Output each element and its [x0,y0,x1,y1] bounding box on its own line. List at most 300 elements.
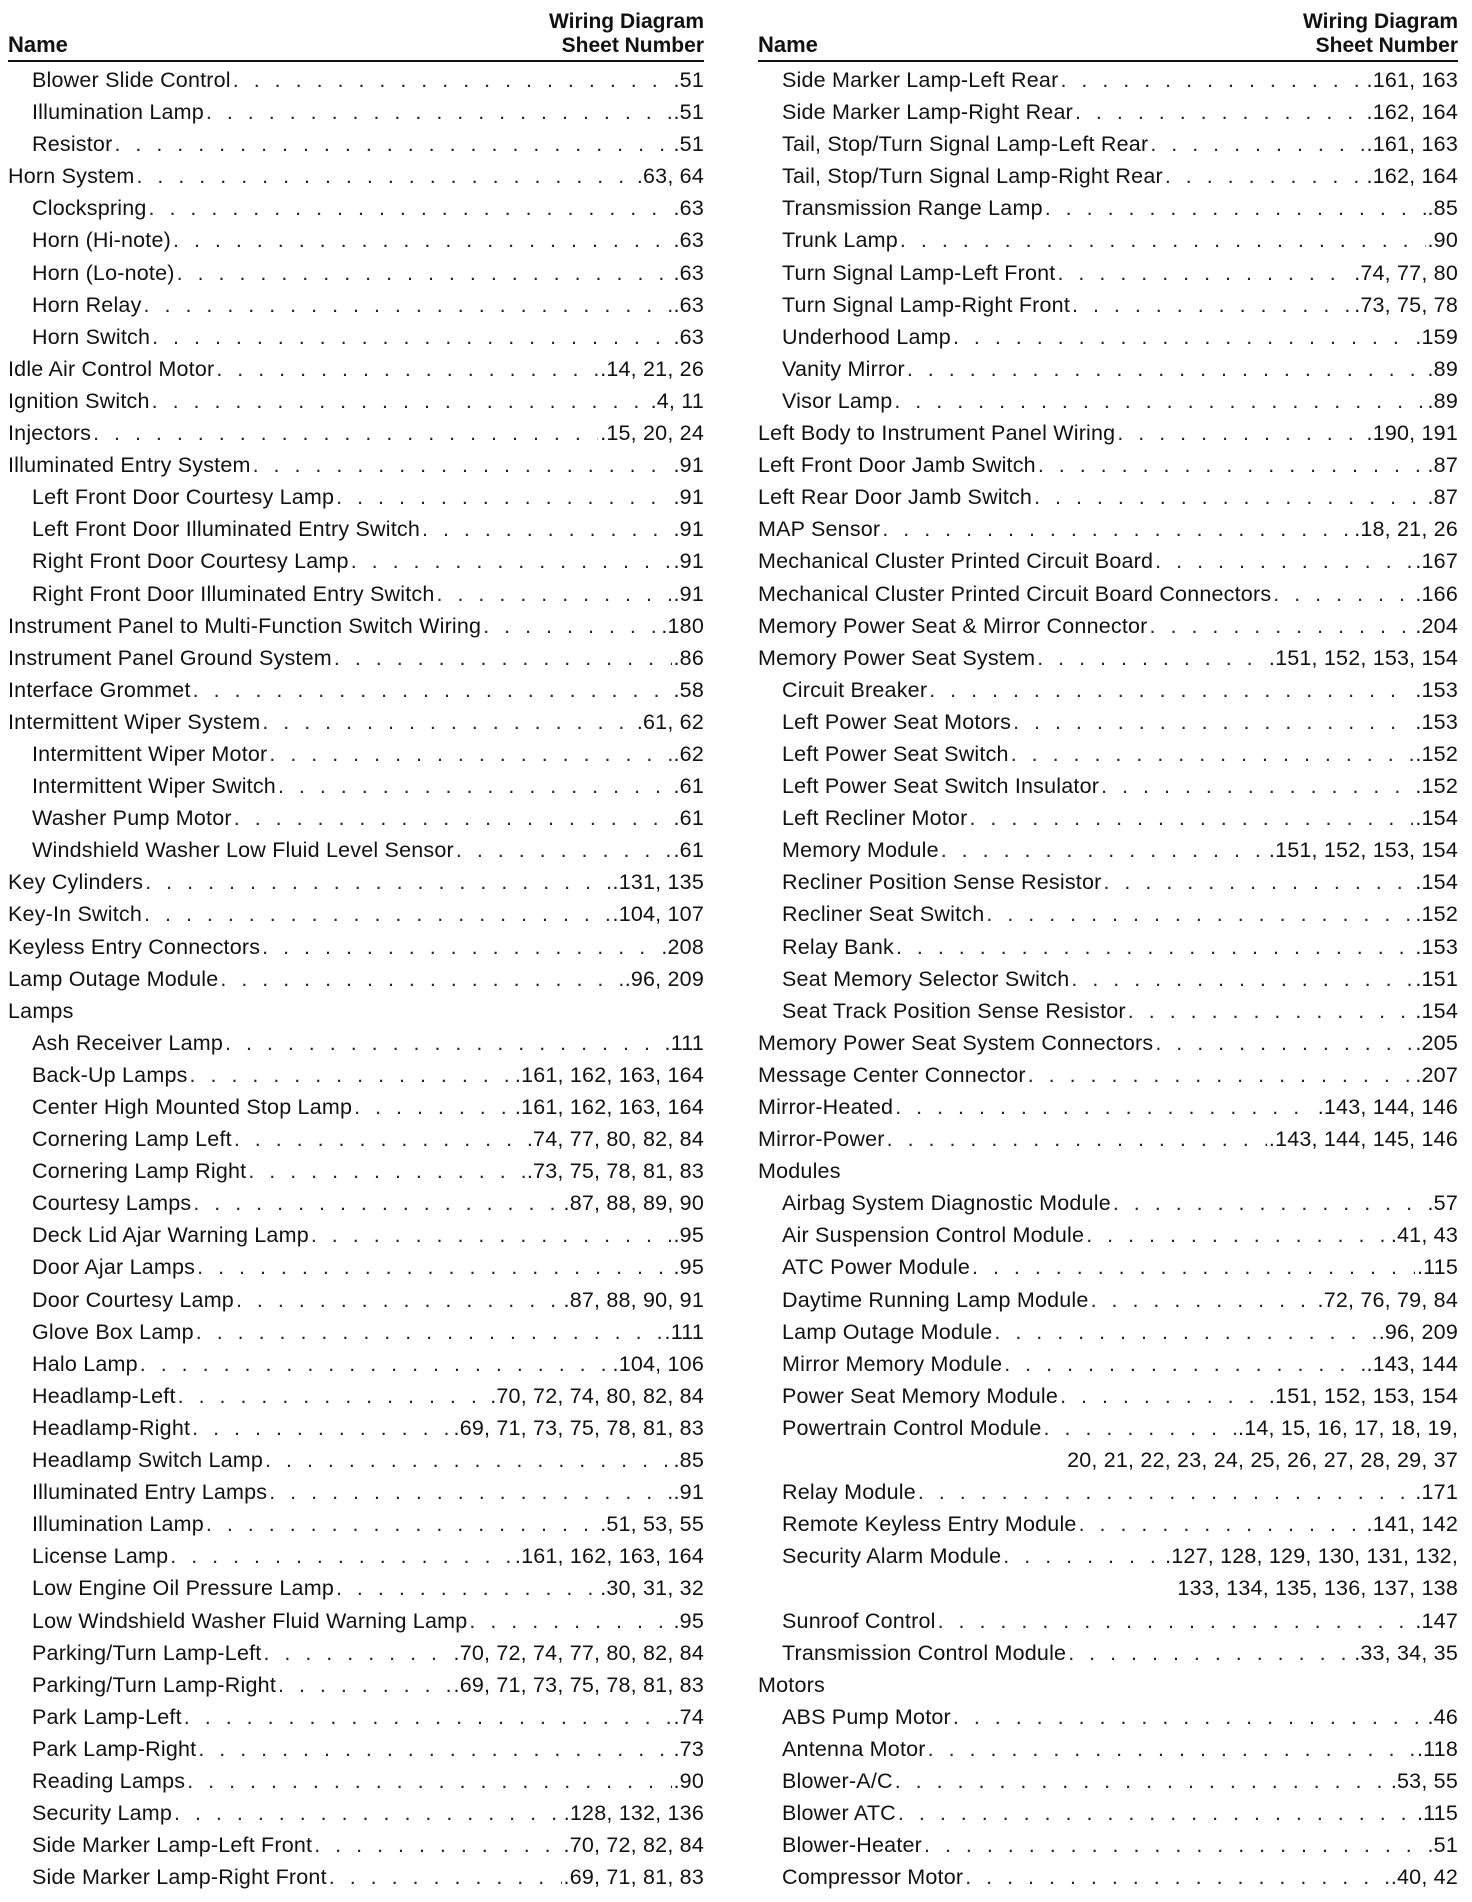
dot-leader [152,389,649,414]
sheet-numbers: .143, 144, 146 [1317,1095,1458,1119]
entry-name: Instrument Panel Ground System [8,645,332,670]
dot-leader [314,1833,561,1858]
sheet-numbers: .152 [1415,902,1458,927]
entry-name: Blower-A/C [782,1768,893,1793]
dot-leader [972,1255,1415,1280]
sheet-numbers: .51 [673,132,704,157]
dot-leader [882,517,1352,542]
entry-name: Power Seat Memory Module [782,1383,1059,1408]
index-entry-continuation [758,1576,1458,1608]
dot-leader [265,1448,671,1473]
index-entry [758,517,1458,549]
entry-name: Transmission Control Module [782,1640,1067,1665]
dot-leader [456,838,672,863]
index-entry [8,838,704,870]
dot-leader [1038,453,1426,478]
dot-leader [907,357,1426,382]
dot-leader [278,774,672,799]
entry-name: Transmission Range Lamp [782,196,1043,221]
entry-name: Cornering Lamp Left [32,1127,232,1152]
dot-leader [887,1127,1267,1152]
sheet-numbers: .91 [673,549,704,574]
index-entry [8,68,704,100]
sheet-numbers: .111 [664,1030,704,1055]
sheet-numbers: .58 [673,677,704,702]
entry-name: Side Marker Lamp-Left Rear [782,68,1059,92]
sheet-numbers: .74, 77, 80 [1354,260,1458,285]
entry-name: Headlamp-Left [32,1383,176,1408]
entry-name: Visor Lamp [782,388,893,413]
index-entry [758,196,1458,228]
dot-leader [1072,293,1352,318]
entry-name: Memory Power Seat & Mirror Connector [758,613,1148,638]
index-entry [758,1705,1458,1737]
dot-leader [1155,1031,1413,1056]
sheet-numbers: .152 [1415,741,1458,766]
entry-name: MAP Sensor [758,517,881,542]
index-entry [8,1416,704,1448]
entry-name: Courtesy Lamps [32,1191,192,1216]
sheet-numbers: .91 [673,453,704,478]
dot-leader [1034,485,1425,510]
dot-leader [234,806,672,831]
index-entry [8,1159,704,1191]
sheet-numbers: .127, 128, 129, 130, 131, 132, [1165,1544,1458,1569]
sheet-numbers: .95 [673,1608,704,1633]
entry-name: Left Rear Door Jamb Switch [758,485,1033,510]
index-entry [8,1031,704,1063]
dot-leader [149,196,672,221]
dot-leader [193,678,672,703]
sheet-numbers: .143, 144, 145, 146 [1268,1127,1458,1152]
dot-leader [248,1159,525,1184]
entry-name: Intermittent Wiper Motor [32,741,268,766]
section-heading [8,999,704,1031]
index-entry [8,774,704,806]
index-entry [8,164,704,196]
entry-name: Washer Pump Motor [32,806,232,831]
sheet-numbers: .153 [1415,934,1458,959]
index-entry [758,389,1458,421]
index-entry [758,357,1458,389]
dot-leader [953,325,1413,350]
dot-leader [177,261,672,286]
dot-leader [895,1769,1389,1794]
index-entry [758,132,1458,164]
dot-leader [894,389,1425,414]
sheet-numbers: .151 [1415,966,1458,991]
entry-name: Halo Lamp [32,1351,138,1376]
entry-name: Motors [758,1672,825,1697]
entry-name: Blower-Heater [782,1833,923,1858]
dot-leader [197,1255,671,1280]
entry-name: Illuminated Entry Lamps [32,1480,268,1505]
sheet-numbers: .40, 42 [1390,1865,1458,1890]
entry-name: Low Windshield Washer Fluid Warning Lamp [32,1608,468,1633]
sheet-numbers: .41, 43 [1390,1223,1458,1248]
sheet-numbers: .70, 72, 82, 84 [563,1833,704,1858]
entry-name: Airbag System Diagnostic Module [782,1191,1111,1216]
dot-leader [198,1737,671,1762]
index-entry [758,1063,1458,1095]
index-entry [8,1255,704,1287]
dot-leader [929,678,1413,703]
dot-leader [1037,646,1267,671]
sheet-numbers: .18, 21, 26 [1354,517,1458,542]
dot-leader [196,1320,663,1345]
entry-name: Memory Power Seat System Connectors [758,1030,1154,1055]
sheet-numbers: .69, 71, 73, 75, 78, 81, 83 [453,1415,704,1440]
column-header [8,8,704,62]
dot-leader [1004,1352,1364,1377]
entry-name: Keyless Entry Connectors [8,934,261,959]
entry-name: Recliner Seat Switch [782,902,985,927]
sheet-numbers: .74 [673,1704,704,1729]
dot-leader [1071,967,1413,992]
sheet-numbers: .91 [673,517,704,542]
dot-leader [278,1673,452,1698]
sheet-numbers: .161, 162, 163, 164 [514,1544,704,1569]
entry-name: Illuminated Entry System [8,453,251,478]
entry-name: Intermittent Wiper Switch [32,774,276,799]
dot-leader [336,485,671,510]
index-entry [758,1255,1458,1287]
right-column [758,8,1458,1897]
dot-leader [918,1480,1413,1505]
entry-name: Modules [758,1159,841,1184]
index-entry [758,1769,1458,1801]
sheet-numbers: .95 [673,1255,704,1280]
entry-name: Left Front Door Jamb Switch [758,453,1036,478]
entry-name: Back-Up Lamps [32,1062,188,1087]
index-entry [758,935,1458,967]
entry-name: ABS Pump Motor [782,1704,951,1729]
dot-leader [192,1416,451,1441]
dot-leader [1075,100,1365,125]
index-entry [8,935,704,967]
entry-name: Key Cylinders [8,870,144,895]
sheet-numbers: .171 [1415,1480,1458,1505]
dot-leader [262,710,635,735]
index-entry [8,453,704,485]
entry-name: Glove Box Lamp [32,1319,194,1344]
sheet-numbers: .89 [1427,356,1458,381]
entry-name: Left Front Door Courtesy Lamp [32,485,335,510]
dot-leader [938,1609,1414,1634]
sheet-numbers: .162, 164 [1366,164,1458,189]
sheet-numbers: .70, 72, 74, 80, 82, 84 [490,1383,704,1408]
dot-leader [216,357,598,382]
entry-name: Vanity Mirror [782,356,905,381]
index-entry [758,902,1458,934]
sheet-numbers: .162, 164 [1366,100,1458,125]
dot-leader [1117,421,1364,446]
index-entry [758,1737,1458,1769]
entry-name: Underhood Lamp [782,324,951,349]
sheet-numbers: .154 [1415,870,1458,895]
sheet-numbers: .85 [673,1448,704,1473]
sheet-numbers: .70, 72, 74, 77, 80, 82, 84 [453,1640,704,1665]
entry-name: Illumination Lamp [32,1512,204,1537]
entry-name: Side Marker Lamp-Right Front [32,1865,327,1890]
index-entry [8,549,704,581]
index-entry [758,1223,1458,1255]
index-entry [8,1833,704,1865]
entry-name: Injectors [8,421,92,446]
sheet-numbers: .14, 15, 16, 17, 18, 19, [1238,1415,1458,1440]
entry-name: Horn Switch [32,324,151,349]
sheet-numbers: .159 [1415,324,1458,349]
sheet-numbers: .208 [661,934,704,959]
dot-leader [144,293,672,318]
sheet-numbers: .90 [673,1768,704,1793]
left-entry-list [8,68,704,1897]
sheet-numbers: .63, 64 [636,164,704,189]
dot-leader [206,1512,598,1537]
index-entry [8,1576,704,1608]
index-entry [758,838,1458,870]
sheet-numbers: .57 [1427,1191,1458,1216]
dot-leader [953,1705,1426,1730]
dot-leader [184,1705,672,1730]
index-entry [8,1544,704,1576]
index-entry [8,1705,704,1737]
index-entry [8,1448,704,1480]
dot-leader [336,1576,598,1601]
sheet-numbers: .73, 75, 78, 81, 83 [526,1159,704,1184]
sheet-numbers: .190, 191 [1366,421,1458,446]
dot-leader [1045,196,1426,221]
dot-leader [140,1352,611,1377]
entry-name: Mirror-Heated [758,1095,894,1119]
dot-leader [144,902,610,927]
dot-leader [1155,549,1413,574]
entry-name: Horn (Lo-note) [32,260,175,285]
dot-leader [1011,742,1414,767]
index-entry [8,646,704,678]
sheet-numbers: .63 [673,260,704,285]
entry-name: Right Front Door Illuminated Entry Switch [32,581,435,606]
entry-name: Parking/Turn Lamp-Left [32,1640,262,1665]
dot-leader [269,1480,671,1505]
dot-leader [1028,1063,1414,1088]
dot-leader [1079,1512,1365,1537]
dot-leader [354,1095,513,1120]
index-entry [758,870,1458,902]
entry-name: Tail, Stop/Turn Signal Lamp-Left Rear [782,132,1149,157]
entry-name: Park Lamp-Right [32,1736,197,1761]
name-column-heading: Name [8,32,68,57]
sheet-numbers: .61 [673,838,704,863]
index-entry [758,1512,1458,1544]
index-entry [758,1833,1458,1865]
entry-name: Antenna Motor [782,1736,926,1761]
index-entry [8,1865,704,1897]
entry-name: Interface Grommet [8,677,191,702]
sheet-numbers: .33, 34, 35 [1354,1640,1458,1665]
index-entry [8,293,704,325]
entry-name: Lamp Outage Module [782,1319,993,1344]
sheet-numbers: .46 [1427,1704,1458,1729]
dot-leader [206,100,672,125]
index-entry [8,261,704,293]
index-entry [758,678,1458,710]
entry-name: Reading Lamps [32,1768,186,1793]
name-column-heading: Name [758,32,818,57]
entry-name: Side Marker Lamp-Right Rear [782,100,1073,125]
sheet-numbers: .87, 88, 89, 90 [563,1191,704,1216]
dot-leader [334,646,672,671]
entry-name: Illumination Lamp [32,100,204,125]
sheet-numbers: .69, 71, 81, 83 [563,1865,704,1890]
sheet-heading-line1: Wiring Diagram [549,10,704,33]
dot-leader [1128,999,1414,1024]
dot-leader [469,1609,671,1634]
entry-name: Sunroof Control [782,1608,936,1633]
entry-name: Key-In Switch [8,902,143,927]
index-entry [758,710,1458,742]
index-entry [8,1641,704,1673]
index-entry [758,774,1458,806]
sheet-numbers: .14, 21, 26 [600,356,704,381]
left-column [8,8,704,1897]
entry-name: Clockspring [32,196,147,221]
sheet-numbers: .86 [673,645,704,670]
sheet-heading-line1: Wiring Diagram [1303,10,1458,33]
sheet-numbers: .151, 152, 153, 154 [1268,645,1458,670]
entry-name: Lamps [8,998,74,1023]
sheet-numbers: .15, 20, 24 [600,421,704,446]
index-entry [8,1352,704,1384]
index-entry [8,1673,704,1705]
sheet-numbers: .91 [673,1480,704,1505]
entry-name: Left Power Seat Switch [782,741,1009,766]
sheet-numbers: .87, 88, 90, 91 [563,1287,704,1312]
dot-leader [1150,132,1364,157]
sheet-numbers: .61, 62 [636,709,704,734]
dot-leader [173,228,671,253]
dot-leader [193,1191,561,1216]
entry-name: Horn (Hi-note) [32,228,172,253]
dot-leader [136,164,634,189]
index-entry [758,164,1458,196]
sheet-numbers: .95 [673,1223,704,1248]
index-entry [8,1512,704,1544]
sheet-numbers: .53, 55 [1390,1768,1458,1793]
dot-leader [253,453,672,478]
dot-leader [233,68,672,93]
dot-leader [263,1641,451,1666]
sheet-numbers: .63 [673,292,704,317]
dot-leader [895,1095,1315,1120]
index-entry [758,1031,1458,1063]
index-entry [758,1641,1458,1673]
dot-leader [1101,774,1413,799]
sheet-numbers: .63 [673,324,704,349]
sheet-numbers: .63 [673,196,704,221]
dot-leader [1091,1288,1316,1313]
entry-name: Powertrain Control Module [782,1415,1042,1440]
index-entry [758,1609,1458,1641]
dot-leader [896,935,1413,960]
entry-name: Turn Signal Lamp-Left Front [782,260,1056,285]
sheet-numbers: .30, 31, 32 [600,1576,704,1601]
index-entry [758,967,1458,999]
entry-name: Left Power Seat Motors [782,709,1012,734]
index-entry [8,357,704,389]
sheet-numbers: .161, 163 [1366,132,1458,157]
sheet-numbers: .152 [1415,774,1458,799]
index-entry [8,870,704,902]
dot-leader [114,132,671,157]
column-header [758,8,1458,62]
dot-leader [190,1063,513,1088]
index-entry [758,68,1458,100]
sheet-numbers: .143, 144 [1366,1351,1458,1376]
index-entry [8,1288,704,1320]
index-entry [758,228,1458,260]
index-entry [8,1769,704,1801]
dot-leader [1273,582,1413,607]
sheet-numbers: .205 [1415,1030,1458,1055]
entry-name: Door Ajar Lamps [32,1255,196,1280]
dot-leader [234,1127,525,1152]
sheet-numbers: .51 [673,68,704,92]
sheet-numbers: .51 [673,100,704,125]
entry-name: Trunk Lamp [782,228,898,253]
section-heading [758,1673,1458,1705]
sheet-numbers: .207 [1415,1062,1458,1087]
sheet-numbers: .115 [1416,1255,1458,1280]
dot-leader [1060,68,1364,93]
sheet-numbers: .51, 53, 55 [600,1512,704,1537]
dot-leader [187,1769,671,1794]
entry-name: Mirror Memory Module [782,1351,1003,1376]
index-entry [758,999,1458,1031]
index-entry [8,1095,704,1127]
dot-leader [145,870,610,895]
sheet-heading-line2: Sheet Number [561,34,704,57]
sheet-numbers: .63 [673,228,704,253]
entry-name: Side Marker Lamp-Left Front [32,1833,313,1858]
dot-leader [174,1801,562,1826]
sheet-numbers: .118 [1416,1736,1458,1761]
sheet-numbers: .87 [1427,485,1458,510]
sheet-numbers: .73, 75, 78 [1354,292,1458,317]
dot-leader [311,1223,672,1248]
entry-name: Left Power Seat Switch Insulator [782,774,1100,799]
entry-name: Relay Module [782,1480,916,1505]
sheet-numbers: .161, 162, 163, 164 [514,1095,704,1119]
sheet-numbers: 133, 134, 135, 136, 137, 138 [1177,1576,1458,1601]
sheet-numbers: .4, 11 [650,388,704,413]
dot-leader [170,1544,513,1569]
sheet-numbers: .167 [1415,549,1458,574]
index-entry [8,967,704,999]
index-entry [758,742,1458,774]
entry-name: Left Body to Instrument Panel Wiring [758,421,1116,446]
entry-name: Remote Keyless Entry Module [782,1512,1077,1537]
dot-leader [236,1288,562,1313]
right-entry-list [758,68,1458,1897]
entry-name: Headlamp Switch Lamp [32,1448,264,1473]
dot-leader [1013,710,1413,735]
dot-leader [178,1384,489,1409]
entry-name: Tail, Stop/Turn Signal Lamp-Right Rear [782,164,1163,189]
sheet-numbers: .180 [661,613,704,638]
dot-leader [1003,1544,1163,1569]
index-entry-continuation [758,1448,1458,1480]
